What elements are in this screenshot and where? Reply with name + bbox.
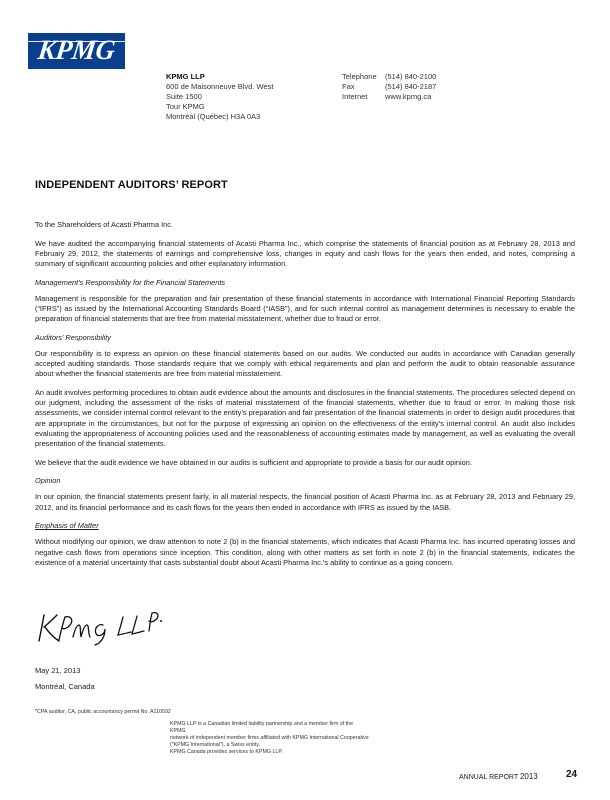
annual-label: ANNUAL REPORT bbox=[459, 774, 518, 781]
annual-year: 2013 bbox=[519, 772, 538, 781]
contact-row bbox=[342, 92, 436, 102]
salutation: To the Shareholders of Acasti Pharma Inc. bbox=[35, 220, 174, 229]
report-date: May 21, 2013 bbox=[35, 666, 81, 675]
annual-report-label bbox=[459, 772, 538, 781]
auditors-paragraph-3: We believe that the audit evidence we have obtained in our audits is sufficient and appropriate to provide a basis for our audit opinion. bbox=[35, 457, 472, 467]
management-paragraph: Management is responsible for the preparation and fair presentation of these financial statements in accordance with International Financial Reporting Standards (“IFRS”) as issued by the International Accounting Standards Board (“IASB”), and for such internal control as management determines is necessary to enable the preparation of financial statements that are free from material misstatement, whether due to fraud or error. bbox=[35, 293, 575, 324]
page-number: 24 bbox=[566, 769, 578, 780]
emphasis-heading: Emphasis of Matter bbox=[35, 521, 99, 531]
firm-address bbox=[166, 72, 273, 122]
auditors-paragraph-1: Our responsibility is to express an opinion on these financial statements based on our audits. We conducted our audits in accordance with Canadian generally accepted auditing standards. Those standards require that we comply with ethical requirements and plan and perform the audit to obtain reasonable assurance about whether the financial statements are free from material misstatement. bbox=[35, 349, 575, 379]
address-line: Suite 1500 bbox=[166, 92, 202, 101]
address-line: Tour KPMG bbox=[166, 102, 205, 111]
opinion-paragraph: In our opinion, the financial statements present fairly, in all material respects, the financial position of Acasti Pharma Inc. as at February 28, 2013 and February 29, 2012, and its financial performance and its cash flows for the years then ended in accordance with IFRS as issued by the IASB. bbox=[35, 492, 575, 512]
logo-text: KPMG bbox=[36, 35, 118, 66]
contact-value: (514) 840-2187 bbox=[385, 82, 437, 91]
signature-block bbox=[35, 663, 95, 695]
firm-name: KPMG LLP bbox=[166, 72, 205, 81]
auditors-heading: Auditors’ Responsibility bbox=[35, 332, 111, 342]
address-line: 600 de Maisonneuve Blvd. West bbox=[166, 82, 274, 91]
contact-label: Internet bbox=[342, 92, 368, 101]
management-heading: Management’s Responsibility for the Financial Statements bbox=[35, 277, 226, 287]
contact-label: Telephone bbox=[342, 72, 377, 81]
contact-row bbox=[342, 82, 436, 92]
notice-line: KPMG Canada provides services to KPMG LLP. bbox=[170, 749, 283, 755]
permit-note: *CPA auditor, CA, public accountancy permit No. A110592 bbox=[35, 709, 171, 715]
report-body bbox=[35, 220, 575, 576]
website-link[interactable]: www.kpmg.ca bbox=[385, 92, 432, 101]
auditors-paragraph-2: An audit involves performing procedures to obtain audit evidence about the amounts and disclosures in the financial statements. The procedures selected depend on our judgment, including the assessment of the risks of material misstatement of the financial statements, whether due to fraud or error. In making those risk assessments, we consider internal control relevant to the entity’s preparation and fair presentation of the financial statements in order to design audit procedures that are appropriate in the circumstances, but not for the purpose of expressing an opinion on the effectiveness of the entity’s internal control. An audit also includes evaluating the appropriateness of accounting policies used and the reasonableness of accounting estimates made by management, as well as evaluating the overall presentation of the financial statements. bbox=[35, 388, 575, 449]
opinion-heading: Opinion bbox=[35, 476, 61, 486]
signature-image bbox=[35, 607, 165, 649]
contact-value: (514) 840-2100 bbox=[385, 72, 437, 81]
firm-notice bbox=[170, 721, 370, 756]
emphasis-paragraph: Without modifying our opinion, we draw attention to note 2 (b) in the financial statements, which indicates that Acasti Pharma Inc. has incurred operating losses and negative cash flows from operations since inception. This condition, along with other matters as set forth in note 2 (b) in the financial statements, indicates the existence of a material uncertainty that casts substantial doubt about Acasti Pharma Inc.'s ability to continue as a going concern. bbox=[35, 537, 575, 567]
notice-line: KPMG LLP is a Canadian limited liability partnership and a member firm of the KPMG bbox=[170, 721, 354, 734]
contact-label: Fax bbox=[342, 82, 355, 91]
address-line: Montréal (Québec) H3A 0A3 bbox=[166, 112, 261, 121]
kpmg-logo bbox=[28, 33, 125, 69]
notice-line: ("KPMG International"), a Swiss entity. bbox=[170, 742, 260, 748]
contact-block bbox=[342, 72, 436, 102]
intro-paragraph: We have audited the accompanying financial statements of Acasti Pharma Inc., which comprise the statements of financial position as at February 28, 2013 and February 29, 2012, the statements of earnings and comprehensive loss, changes in equity and cash flows for the years then ended, and notes, comprising a summary of significant accounting policies and other explanatory information. bbox=[35, 238, 575, 268]
notice-line: network of independent member firms affiliated with KPMG International Cooperative bbox=[170, 735, 369, 741]
report-place: Montréal, Canada bbox=[35, 682, 95, 691]
contact-row bbox=[342, 72, 436, 82]
report-title: INDEPENDENT AUDITORS’ REPORT bbox=[35, 179, 228, 191]
